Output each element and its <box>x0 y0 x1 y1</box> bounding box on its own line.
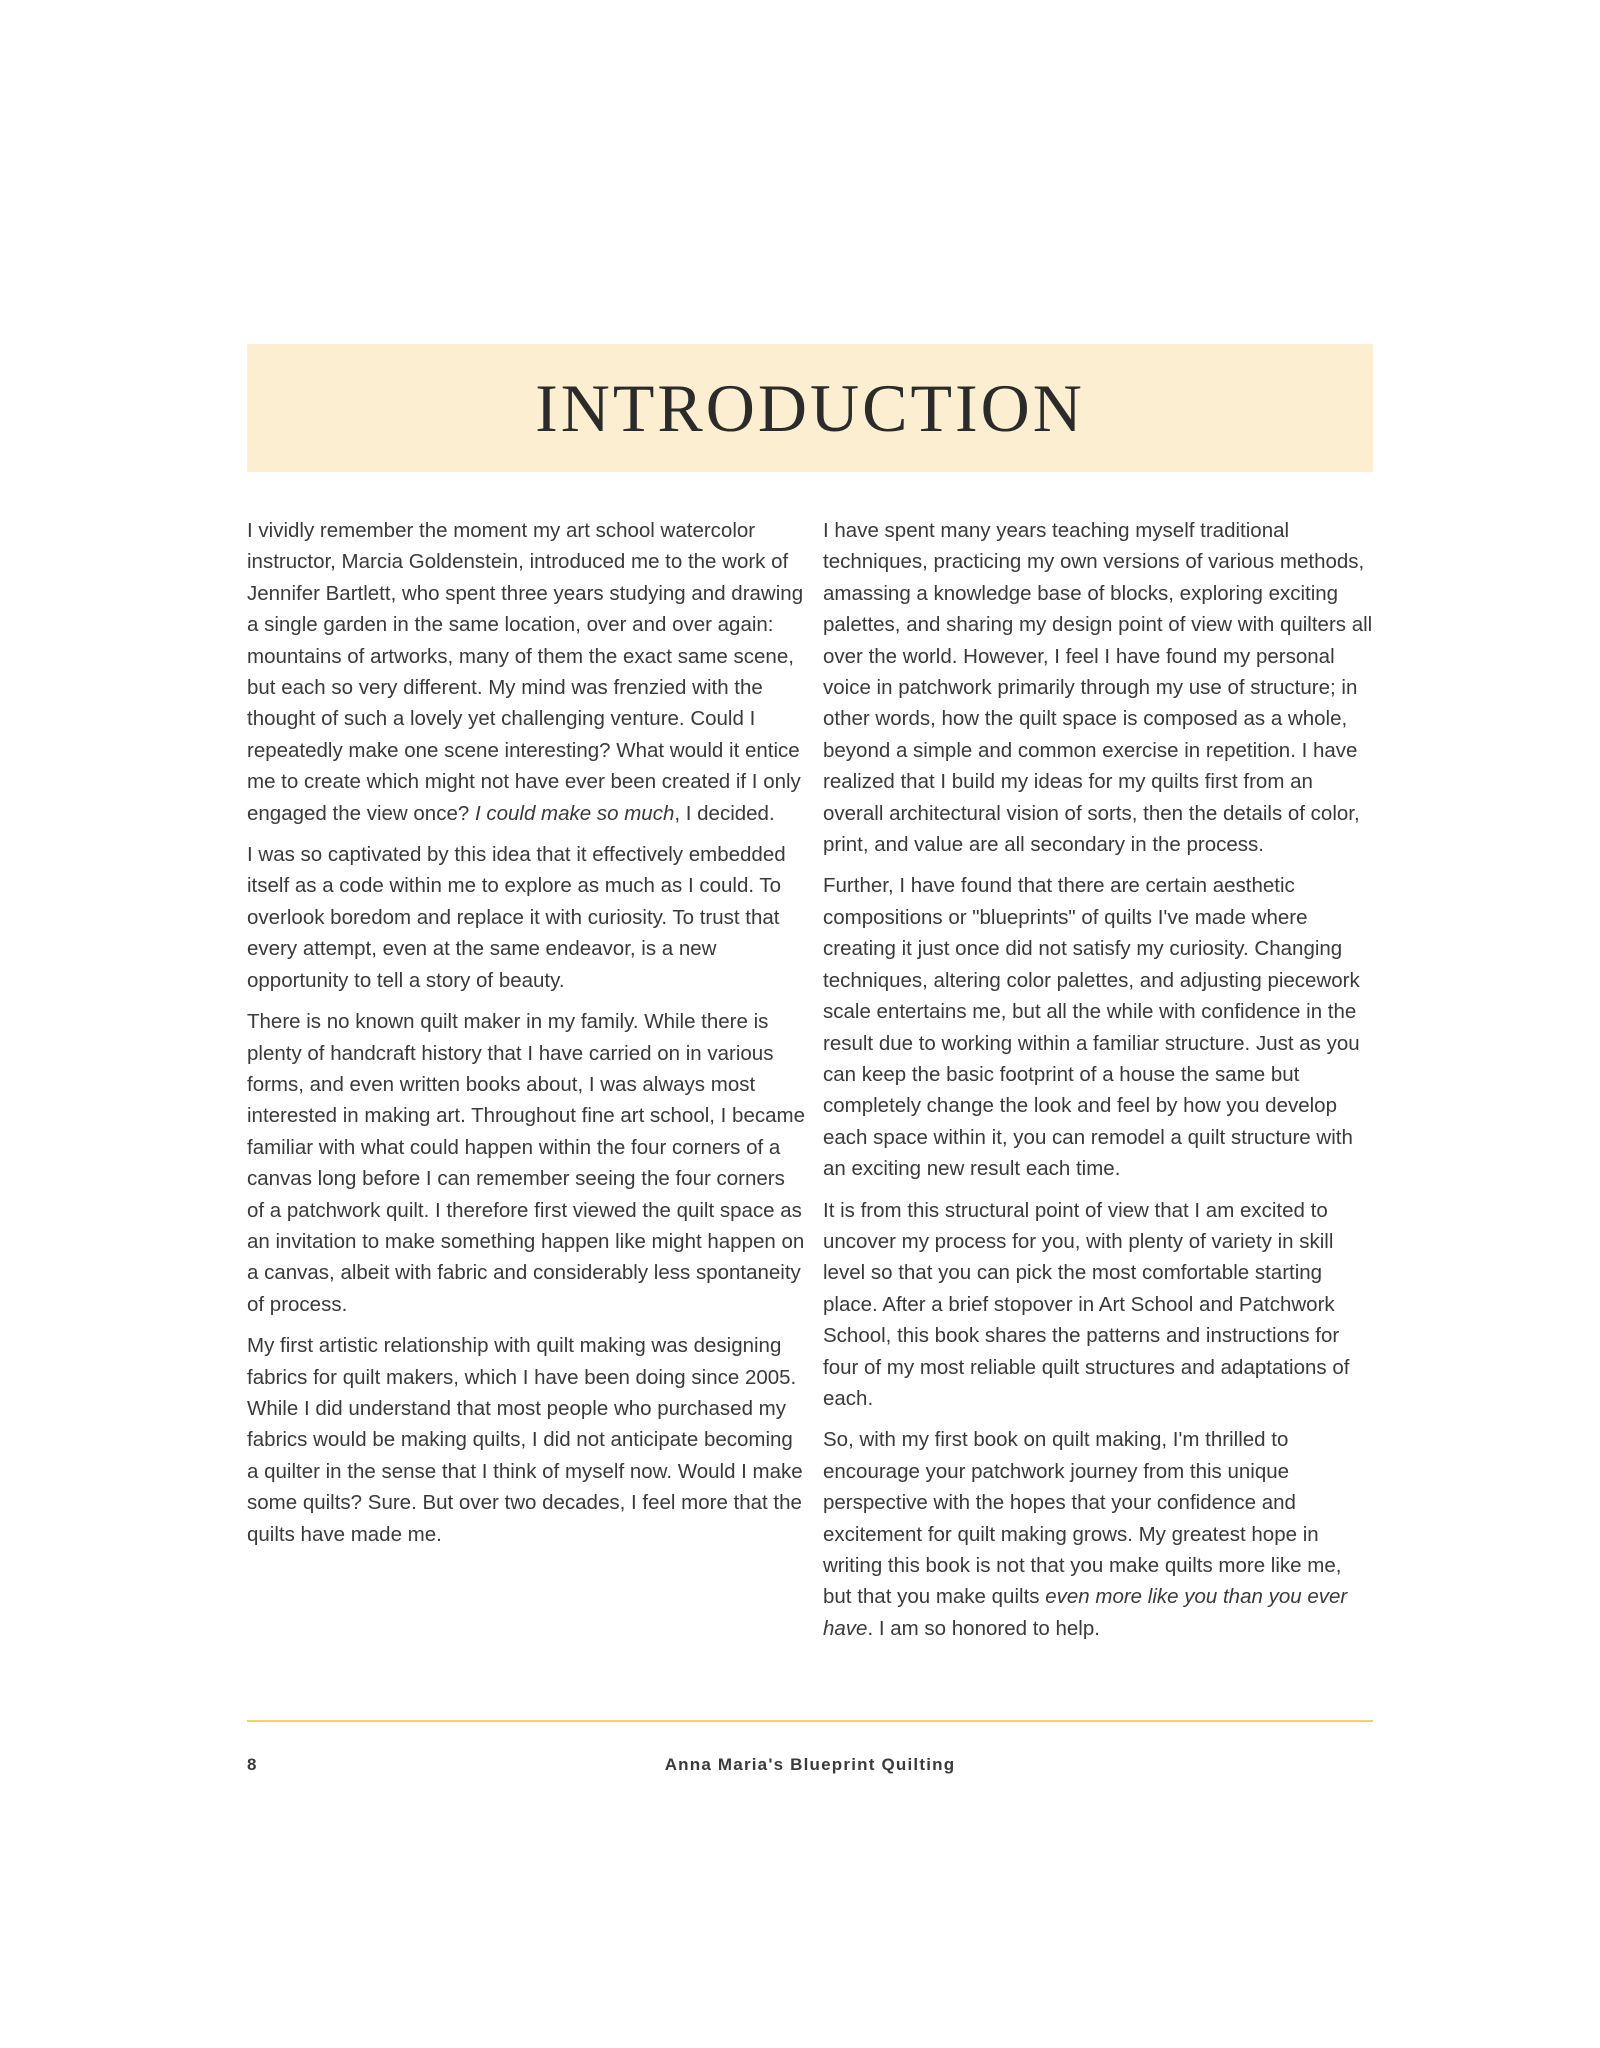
paragraph-text: , I decided. <box>674 801 775 825</box>
page-title: INTRODUCTION <box>535 370 1085 446</box>
paragraph-text: . I am so honored to help. <box>867 1616 1100 1640</box>
paragraph-emphasis: I could make so much <box>474 801 675 825</box>
paragraph-text: I vividly remember the moment my art school watercolor instructor, Marcia Goldenstein, introduced me to the work of Jennifer Bartlett, who spent three years studying and drawing a single garden in the same location, over and over again: mountains of artworks, many of them the exact same scene, but each so very different. My mind was frenzied with the thought of such a lovely yet challenging venture. Could I repeatedly make one scene interesting? What would it entice me to create which might not have ever been created if I only engaged the view once? <box>247 519 804 825</box>
paragraph <box>247 1006 807 1320</box>
paragraph-text: I have spent many years teaching myself traditional techniques, practicing my own versions of various methods, amassing a knowledge base of blocks, exploring exciting palettes, and sharing my design point of view with quilters all over the world. However, I feel I have found my personal voice in patchwork primarily through my use of structure; in other words, how the quilt space is composed as a whole, beyond a simple and common exercise in repetition. I have realized that I build my ideas for my quilts first from an overall architectural vision of sorts, then the details of color, print, and value are all secondary in the process. <box>823 519 1373 857</box>
right-column <box>823 515 1375 1654</box>
paragraph-text: It is from this structural point of view that I am excited to uncover my process for you, with plenty of variety in skill level so that you can pick the most comfortable starting place. After a brief stopover in Art School and Patchwork School, this book shares the patterns and instructions for four of my most reliable quilt structures and adaptations of each. <box>823 1198 1350 1410</box>
paragraph-text: There is no known quilt maker in my family. While there is plenty of handcraft history that I have carried on in various forms, and even written books about, I was always most interested in making art. Throughout fine art school, I became familiar with what could happen within the four corners of a canvas long before I can remember seeing the four corners of a patchwork quilt. I therefore first viewed the quilt space as an invitation to make something happen like might happen on a canvas, albeit with fabric and considerably less spontaneity of process. <box>247 1010 805 1316</box>
paragraph <box>247 839 807 996</box>
page-number: 8 <box>247 1755 257 1774</box>
paragraph-text: My first artistic relationship with quilt making was designing fabrics for quilt makers, which I have been doing since 2005. While I did understand that most people who purchased my fabrics would be making quilts, I did not anticipate becoming a quilter in the sense that I think of myself now. Would I make some quilts? Sure. But over two decades, I feel more that the quilts have made me. <box>247 1334 803 1546</box>
paragraph-text: I was so captivated by this idea that it effectively embedded itself as a code within me to explore as much as I could. To overlook boredom and replace it with curiosity. To trust that every attempt, even at the same endeavor, is a new opportunity to tell a story of beauty. <box>247 843 786 992</box>
paragraph <box>823 1195 1375 1415</box>
paragraph <box>247 1330 807 1550</box>
left-column <box>247 515 807 1560</box>
title-banner <box>247 344 1373 472</box>
paragraph <box>823 1424 1375 1644</box>
running-title: Anna Maria's Blueprint Quilting <box>664 1755 956 1774</box>
paragraph <box>247 515 807 829</box>
footer-rule <box>247 1720 1373 1722</box>
paragraph <box>823 515 1375 860</box>
paragraph-emphasis: even more like you than you ever have <box>823 1585 1348 1640</box>
paragraph <box>823 870 1375 1184</box>
paragraph-text: So, with my first book on quilt making, I'm thrilled to encourage your patchwork journey from this unique perspective with the hopes that your confidence and excitement for quilt making grows. My greatest hope in writing this book is not that you make quilts more like me, but that you make quilts <box>823 1428 1342 1609</box>
paragraph-text: Further, I have found that there are certain aesthetic compositions or "blueprints" of quilts I've made where creating it just once did not satisfy my curiosity. Changing techniques, altering color palettes, and adjusting piecework scale entertains me, but all the while with confidence in the result due to working within a familiar structure. Just as you can keep the basic footprint of a house the same but completely change the look and feel by how you develop each space within it, you can remodel a quilt structure with an exciting new result each time. <box>823 874 1360 1181</box>
